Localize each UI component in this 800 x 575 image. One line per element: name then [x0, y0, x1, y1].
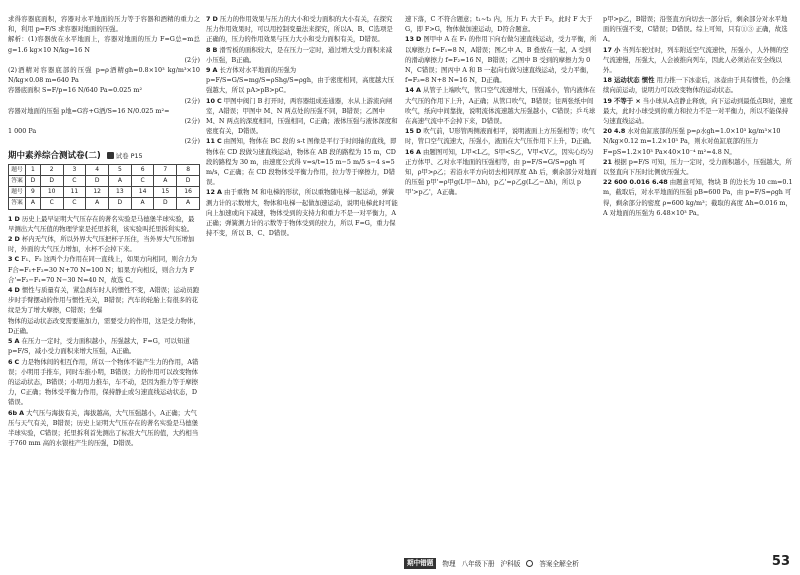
exam-ref-text: 试卷 P15: [115, 151, 143, 160]
explanation-text: 杯内无气体，所以外界大气压把杯子压住，当外界大气压增加时，外面的大气压力增加，水杯不会掉下来。: [8, 235, 195, 254]
answer-letter: D: [14, 286, 20, 295]
question-number: 18: [603, 76, 612, 85]
table-cell: 15: [154, 187, 177, 198]
explanation-text: 用力推一下冰壶后，冰壶由于具有惯性，仍会继续向前运动，说明力可以改变物体的运动状态。: [603, 76, 791, 95]
answer-item: [603, 45, 793, 76]
table-cell: C: [63, 198, 86, 209]
question-number: 3: [8, 255, 13, 264]
explanation-text: 吹气前，U形管两侧液面相平，说明液面上方压强相等；吹气时，管口空气流速大，压强小，液面在大气压作用下上升，D正确。: [405, 127, 596, 146]
answer-letter: 小: [613, 45, 621, 54]
table-cell: 7: [154, 164, 177, 175]
question-number: 20: [603, 127, 612, 136]
table-cell: 5: [109, 164, 132, 175]
answer-item: [206, 187, 398, 238]
table-cell: A: [154, 176, 177, 187]
table-cell: 13: [109, 187, 132, 198]
explanation-text: 速下落，C 不符合题意；t₁~t₂ 内，压力 F₁ 大于 F₂，此时 F 大于 G，即 F>G，物体做加速运动，D符合题意。: [405, 15, 593, 34]
table-row: [9, 176, 200, 187]
answer-letter: D: [415, 35, 422, 44]
answer-item: [405, 34, 597, 85]
table-row: [9, 198, 200, 209]
question-number: 17: [603, 45, 612, 54]
question-number: 19: [603, 96, 612, 105]
explanation-text: 甲图中阀门 B 打开时，两容器组成连通器，水从上游流向闸室，A错误；甲图中 M、N 两点处的压强不同，B错误；乙图中 M、N 两点的深度相同，压强相同，C正确；液体压强与液体深度和密度有关，D错误。: [206, 96, 398, 136]
question-number: 15: [405, 127, 414, 136]
answer-letter: A: [415, 86, 421, 95]
explanation-text: 当列车驶过时，列车附近空气流速快，压强小，人外侧的空气流速慢，压强大，人会被推向列车，因此人必须站在安全线以外。: [603, 45, 789, 75]
answer-item: [603, 14, 793, 45]
question-number: 9: [206, 66, 211, 75]
question-number: 10: [206, 96, 215, 105]
question-number: 11: [206, 137, 215, 146]
answers-list: [206, 14, 398, 238]
footer-subject: 物理: [442, 560, 456, 568]
footer-bar: [404, 557, 749, 569]
answer-letter: D: [14, 235, 20, 244]
explanation-text: 压力的作用效果与压力的大小和受力面积的大小有关，在探究压力作用效果时，可以用控制变量法来探究，所以A、B、C选项是正确的，压力的作用效果与压力大小和受力面积有关，D错误。: [206, 15, 393, 44]
answer-letter: 4.8: [613, 127, 626, 136]
answer-item: [8, 357, 200, 408]
question-number: 6b: [8, 408, 18, 417]
answer-letter: A: [19, 408, 25, 417]
explanation-text: 长方体对水平地面的压强为 p=F/S=G/S=mg/S=ρShg/S=ρgh，由于密度相同，高度越大压强越大，所以 pA>pB>pC。: [206, 66, 395, 95]
answer-item: [206, 96, 398, 137]
answer-letter: C: [216, 96, 222, 105]
answer-letter: A: [216, 188, 222, 197]
explanation-text: 力是物体间的相互作用，所以一个物体不能产生力的作用，A错误；小明用手推车，同时车推小明，B错误；力的作用可以改变物体的运动状态，B错误；小明用力推车，车不动，是因为推力等于摩擦力，C正确；物体受平衡力作用，保持静止或匀速直线运动状态，D错误。: [8, 357, 199, 407]
answer-letter: C: [216, 137, 222, 146]
answer-letter: D: [212, 15, 218, 23]
solution-text: 求得容器底面积，容器对水平地面的压力等于容器和酒精的重力之和，利用 p=F/S 求容器对地面的压强。: [8, 15, 200, 34]
answer-letter: D: [415, 127, 422, 136]
table-header: 答案: [9, 176, 26, 187]
question-number: 21: [603, 157, 612, 166]
answer-item: [206, 45, 398, 65]
page-number: 53: [771, 554, 790, 569]
answer-item: [603, 177, 793, 218]
exam-title-text: 期中素养综合测试卷(二): [8, 150, 101, 161]
table-cell: C: [40, 198, 63, 209]
footer-brand: 答案全解全析: [539, 560, 579, 568]
explanation-text: 滑雪板的面积较大，是在压力一定时，通过增大受力面积来减小压强，B正确。: [206, 45, 392, 64]
column-4: [603, 14, 793, 545]
answer-item: [8, 316, 200, 336]
answer-item: [405, 147, 597, 198]
table-cell: D: [177, 176, 200, 187]
explanation-text: 图甲中 A 在 F₁ 的作用下向右做匀速直线运动，受力平衡，所以摩擦力 f=F₁=8 N，A错误；图乙中 A、B 叠放在一起，A 受到的滑动摩擦力 f=F₂=16 N，B错误；乙图中 B 受到的摩擦力为 0 N，C错误；图丙中 A 和 B 一起向右做匀速直线运动，受力平衡，f=F₃=8 N+8 N=16 N，D正确。: [405, 35, 597, 85]
explanation-text: 在压力一定时，受力面积越小，压强越大，F=G，可以知道 p=F/S，减小受力面积来增大压强，A正确。: [8, 337, 190, 356]
score-note: (2分): [184, 96, 200, 105]
table-row: [9, 187, 200, 198]
table-header: 题号: [9, 187, 26, 198]
page-footer: [0, 551, 800, 575]
column-1: [8, 14, 200, 545]
answer-letter: A: [14, 337, 20, 346]
table-cell: 14: [131, 187, 154, 198]
table-cell: A: [86, 198, 109, 209]
table-row: [9, 164, 200, 175]
table-cell: D: [154, 198, 177, 209]
table-cell: 1: [26, 164, 41, 175]
answer-letter: D: [14, 214, 20, 223]
question-number: 13: [405, 35, 414, 44]
answer-letter: 不等于 ×: [613, 96, 641, 105]
answer-letter: 600 0.016 6.48: [613, 178, 668, 187]
table-cell: C: [131, 176, 154, 187]
explanation-text: 由题图可知，L甲<L乙，S甲<S乙，V甲<V乙，因实心均匀正方体甲、乙对水平地面的压强相等，由 p=F/S=G/S=ρgh 可知，ρ甲>ρ乙；若沿水平方向切去相同厚度 Δh 后，剩余部分对地面的压强 p甲'=ρ甲g(L甲−Δh)，p乙'=ρ乙g(L乙−Δh)，所以 p甲'>p乙'，A正确。: [405, 147, 597, 197]
question-number: 5: [8, 337, 13, 346]
table-cell: 6: [131, 164, 154, 175]
answer-item: [206, 65, 398, 96]
answers-list: [405, 14, 597, 198]
question-number: 2: [8, 235, 13, 244]
explanation-text: 物体的运动状态改变需要施加力，需要受力的作用，这是受力物体，D正确。: [8, 316, 200, 335]
table-cell: D: [26, 176, 41, 187]
exam-ref: [107, 151, 143, 161]
table-cell: C: [63, 176, 86, 187]
brand-circle-icon: [526, 560, 533, 567]
table-cell: A: [26, 198, 41, 209]
answer-item: [405, 126, 597, 146]
exam-title: [8, 151, 200, 161]
answer-letter: A: [212, 66, 218, 75]
explanation-text: 从管子上端吹气，管口空气流速增大，压强减小，管内液体在大气压的作用下上升，A正确；从管口吹气，B错误；往两张纸中间吹气，纸向中间靠拢，说明流体流速越大压强越小，C错误；乒乓球在高速气流中不会掉下来，D错误。: [405, 86, 596, 126]
explanation-text: 根据 p=F/S 可知，压力一定时，受力面积越小，压强越大，所以竖直向下压时比侧放压强大。: [603, 157, 792, 177]
column-3: [405, 14, 597, 545]
table-cell: D: [40, 176, 63, 187]
score-note: (2分): [184, 137, 200, 146]
question-number: 16: [405, 147, 414, 156]
answer-item: [603, 157, 793, 177]
explanation-text: 历史上最早证明大气压存在的著名实验是马德堡半球实验，最早测出大气压值的物理学家是托里拆利，该实验叫托里拆利实验。: [8, 214, 195, 233]
answer-item: [8, 234, 200, 254]
answer-letter: B: [212, 45, 218, 54]
explanation-text: 大气压与海拔有关，海拔越高，大气压强越小，A正确；大气压与天气有关，B错误；历史上证明大气压存在的著名实验是马德堡半球实验，C错误；托里拆利首先测出了标准大气压的值，大约相当于760 mm 高的水银柱产生的压强，D错误。: [8, 408, 199, 448]
answer-item: [8, 214, 200, 234]
answer-letter: C: [14, 255, 20, 264]
answer-item: [8, 408, 200, 449]
table-cell: 11: [63, 187, 86, 198]
question-number: 6: [8, 357, 13, 366]
answer-item: [603, 96, 793, 127]
answer-item: [8, 254, 200, 285]
score-note: (2分): [184, 55, 200, 64]
table-cell: A: [109, 176, 132, 187]
question-number: 1: [8, 214, 13, 223]
table-cell: D: [109, 198, 132, 209]
footer-edition: 沪科版: [500, 560, 521, 568]
question-number: 14: [405, 86, 414, 95]
table-header: 题号: [9, 164, 26, 175]
explanation-text: 当小球从A点静止释放，向下运动到最低点B时，速度最大，此时小球受到的重力和拉力不是一对平衡力，所以不能保持匀速直线运动。: [603, 96, 793, 126]
table-cell: 2: [40, 164, 63, 175]
question-number: 4: [8, 286, 13, 295]
solution-text: 容器对地面的压强 p地=G容+G酒/S=16 N/0.025 m²=: [8, 106, 170, 115]
answers-list: [603, 14, 793, 218]
answer-letter: A: [415, 147, 421, 156]
table-cell: 10: [40, 187, 63, 198]
answer-item: [603, 75, 793, 95]
question-number: 8: [206, 45, 211, 54]
answer-item: [8, 336, 200, 356]
table-header: 答案: [9, 198, 26, 209]
explanation-text: 水对鱼缸底部的压强 p=ρ水gh=1.0×10³ kg/m³×10 N/kg×0.12 m=1.2×10³ Pa，则水对鱼缸底部的压力 F=pS=1.2×10³ Pa×40×10⁻⁴ m²=4.8 N。: [603, 127, 781, 156]
table-cell: A: [177, 198, 200, 209]
answer-item: [405, 14, 597, 34]
score-note: (2分): [184, 117, 200, 126]
book-icon: [107, 152, 114, 159]
answer-item: [206, 14, 398, 45]
solution-text: 解析：(1)容器放在水平地面上，容器对地面的压力 F=G总=m总g=1.6 kg×10 N/kg=16 N: [8, 35, 200, 54]
question-number: 22: [603, 178, 612, 187]
table-cell: 3: [63, 164, 86, 175]
table-cell: 4: [86, 164, 109, 175]
solution-text: (2)酒精对容器底部的压强 p=ρ酒精gh=0.8×10³ kg/m³×10 N/kg×0.08 m=640 Pa: [8, 66, 200, 85]
table-cell: 12: [86, 187, 109, 198]
answer-item: [603, 126, 793, 157]
explanation-text: 惯性与质量有关，紧急刹车时人的惯性不变，A错误；运动员跑步时手臂摆动的作用与惯性无关，B错误；汽车的轮胎上有很多的花纹是为了增大摩擦，C错误；坐爆: [8, 286, 200, 315]
solution-text: 1 000 Pa: [8, 127, 37, 136]
explanation-text: p甲>p乙，B错误；沿竖直方向切去一部分后，剩余部分对水平地面的压强不变，C错误；D错误。综上可知，只有①③ 正确，故选 A。: [603, 15, 788, 44]
table-cell: 9: [26, 187, 41, 198]
footer-grade: 八年级下册: [461, 560, 495, 568]
answer-table: [8, 164, 200, 210]
table-cell: A: [131, 198, 154, 209]
explanation-text: F₁、F₂ 这两个力作用在同一直线上，如果方向相同，则合力为 F合=F₁+F₂=30 N+70 N=100 N；如果方向相反，则合力为 F合'=F₂−F₁=70 N−30 N=40 N，故选 C。: [8, 255, 198, 284]
answer-letter: C: [14, 357, 20, 366]
answer-letter: 运动状态 惯性: [613, 76, 655, 85]
question-number: 12: [206, 188, 215, 197]
explanation-text: 由图知，物体在 BC 段的 s-t 图像是平行于时间轴的直线，即物体在 CD 段做匀速直线运动，物体在 AB 段的路程为 15 m，CD 段的路程为 30 m，由速度公式得 v=s/t=15 m−5 m/5 s−4 s=5 m/s，C正确；在 CD 段物体受平衡力作用，拉力等于摩擦力，D错误。: [206, 137, 397, 187]
column-2: [206, 14, 398, 545]
table-cell: 16: [177, 187, 200, 198]
answer-item: [405, 85, 597, 126]
footer-tag: 期中错题: [404, 558, 436, 569]
answer-item: [206, 136, 398, 187]
answer-item: [8, 285, 200, 316]
solution-text: 容器底面积 S=F/p=16 N/640 Pa=0.025 m²: [8, 86, 143, 95]
table-cell: 8: [177, 164, 200, 175]
explanation-text: 由于重物 M 和电梯的形状，所以重物随电梯一起运动，弹簧测力计的示数增大，物体和电梯一起做加速运动，说明电梯此时可能向上加速或向下减速，物体受到的支持力和重力不是一对平衡力，A正确；弹簧测力计的示数等于物体受到的拉力，所以 F=G，重力保持不变，所以 B、C、D错误。: [206, 188, 398, 238]
table-cell: D: [86, 176, 109, 187]
question-number: 7: [206, 15, 211, 23]
explanation-text: 由题意可知，物块 B 的边长为 10 cm=0.1 m，截取后，对水平地面的压强 pB=600 Pa，由 p=F/S=ρgh 可得，剩余部分的密度 ρ=600 kg/m³；截取的高度 Δh=0.016 m，A 对地面的压强为 6.48×10³ Pa。: [603, 178, 793, 217]
answers-list: [8, 214, 200, 449]
